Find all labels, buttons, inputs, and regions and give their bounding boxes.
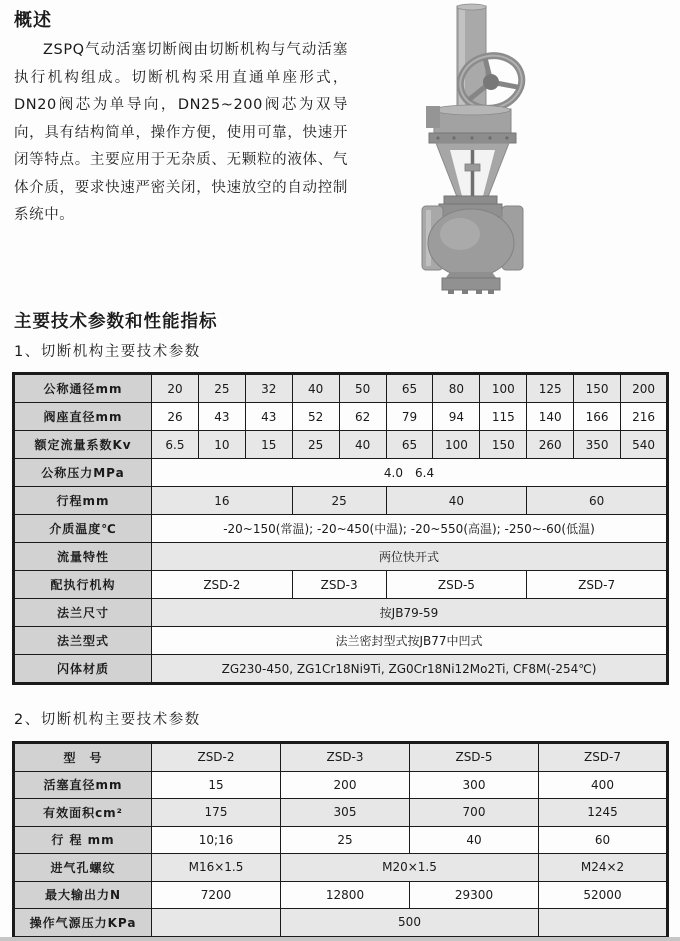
row-label: 阀座直径mm xyxy=(14,403,152,431)
table-cell: 40 xyxy=(339,431,386,459)
table-cell: 100 xyxy=(480,374,527,403)
table-cell: 80 xyxy=(433,374,480,403)
table-row xyxy=(14,799,668,827)
overview-paragraph: ZSPQ气动活塞切断阀由切断机构与气动活塞执行机构组成。切断机构采用直通单座形式，DN20阀芯为单导向，DN25~200阀芯为双导向，具有结构简单，操作方便，使用可靠，快速开闭等特点。主要应用于无杂质、无颗粒的液体、气体介质，要求快速严密关闭，快速放空的自动控制系统中。 xyxy=(14,42,348,223)
table-cell: 25 xyxy=(292,431,339,459)
table-cell: 700 xyxy=(410,799,539,827)
table-cell: ZSD-2 xyxy=(152,571,293,599)
row-label: 行 程 mm xyxy=(14,826,152,854)
table-row xyxy=(14,826,668,854)
table-cell: 25 xyxy=(198,374,245,403)
table-row xyxy=(14,655,668,684)
table-cell: 350 xyxy=(574,431,621,459)
table-cell: ZSD-7 xyxy=(527,571,668,599)
row-label: 有效面积cm² xyxy=(14,799,152,827)
table-cell: 40 xyxy=(410,826,539,854)
table-cell: 29300 xyxy=(410,881,539,909)
table-cell: 25 xyxy=(281,826,410,854)
row-label: 闪体材质 xyxy=(14,655,152,684)
table-row xyxy=(14,743,668,772)
table-cell: 300 xyxy=(410,771,539,799)
row-label: 最大输出力N xyxy=(14,881,152,909)
table-cell: 125 xyxy=(527,374,574,403)
table-cell: 500 xyxy=(281,909,539,938)
table-cell: 400 xyxy=(539,771,668,799)
overview-title: 概述 xyxy=(14,10,52,31)
table-cell: 16 xyxy=(152,487,293,515)
table-cell: 40 xyxy=(292,374,339,403)
table-cell: 15 xyxy=(152,771,281,799)
table-cell: 52 xyxy=(292,403,339,431)
page-edge-shadow xyxy=(0,937,680,941)
table-cell: ZSD-2 xyxy=(152,743,281,772)
row-label: 法兰型式 xyxy=(14,627,152,655)
table-cell: 100 xyxy=(433,431,480,459)
table-cell: 50 xyxy=(339,374,386,403)
table-cell xyxy=(539,909,668,938)
table-row xyxy=(14,543,668,571)
table-cell: 305 xyxy=(281,799,410,827)
table-cell: 15 xyxy=(245,431,292,459)
table-row xyxy=(14,431,668,459)
table-row xyxy=(14,403,668,431)
row-label: 活塞直径mm xyxy=(14,771,152,799)
table-cell: ZSD-7 xyxy=(539,743,668,772)
table-cell: 7200 xyxy=(152,881,281,909)
table-cell: 65 xyxy=(386,431,433,459)
table-cell: 175 xyxy=(152,799,281,827)
table-cell: 6.5 xyxy=(152,431,199,459)
row-label: 配执行机构 xyxy=(14,571,152,599)
table-cell: 25 xyxy=(292,487,386,515)
table-row xyxy=(14,627,668,655)
table-cell: 79 xyxy=(386,403,433,431)
pneumatic-piston-shutoff-valve-photo xyxy=(350,2,570,298)
valve-figure xyxy=(350,2,570,298)
row-label: 公称压力MPa xyxy=(14,459,152,487)
table-cell: 4.0 6.4 xyxy=(152,459,668,487)
table-cell: 10;16 xyxy=(152,826,281,854)
row-label: 介质温度℃ xyxy=(14,515,152,543)
table-cell: 52000 xyxy=(539,881,668,909)
table2-caption: 2、切断机构主要技术参数 xyxy=(14,712,201,728)
table-cell: 115 xyxy=(480,403,527,431)
table-cell: 40 xyxy=(386,487,527,515)
row-label: 流量特性 xyxy=(14,543,152,571)
table-row xyxy=(14,854,668,882)
table-row xyxy=(14,909,668,938)
table-cell: ZSD-5 xyxy=(410,743,539,772)
row-label: 行程mm xyxy=(14,487,152,515)
table-row xyxy=(14,515,668,543)
table-row xyxy=(14,374,668,403)
table-cell: 540 xyxy=(621,431,668,459)
actuator-specs-table xyxy=(12,741,669,939)
table-row xyxy=(14,881,668,909)
table-cell: M24×2 xyxy=(539,854,668,882)
table-cell: 200 xyxy=(621,374,668,403)
table-cell xyxy=(152,909,281,938)
row-label: 法兰尺寸 xyxy=(14,599,152,627)
row-label: 型 号 xyxy=(14,743,152,772)
table-cell: 43 xyxy=(245,403,292,431)
table-cell: 216 xyxy=(621,403,668,431)
table-cell: 26 xyxy=(152,403,199,431)
table-cell: 10 xyxy=(198,431,245,459)
table-row xyxy=(14,487,668,515)
specs-section-title: 主要技术参数和性能指标 xyxy=(14,312,218,332)
table-cell: 150 xyxy=(574,374,621,403)
table-cell: 20 xyxy=(152,374,199,403)
table-cell: 32 xyxy=(245,374,292,403)
table-cell: M16×1.5 xyxy=(152,854,281,882)
row-label: 额定流量系数Kv xyxy=(14,431,152,459)
table-cell: ZSD-3 xyxy=(292,571,386,599)
table1-caption: 1、切断机构主要技术参数 xyxy=(14,344,201,360)
table-cell: 94 xyxy=(433,403,480,431)
table-cell: 62 xyxy=(339,403,386,431)
row-label: 进气孔螺纹 xyxy=(14,854,152,882)
table-cell: 150 xyxy=(480,431,527,459)
row-label: 公称通径mm xyxy=(14,374,152,403)
table-row xyxy=(14,571,668,599)
row-label: 操作气源压力KPa xyxy=(14,909,152,938)
table-cell: 166 xyxy=(574,403,621,431)
table-cell: 43 xyxy=(198,403,245,431)
table-row xyxy=(14,771,668,799)
table-row xyxy=(14,599,668,627)
table-cell: ZSD-3 xyxy=(281,743,410,772)
table-cell: 140 xyxy=(527,403,574,431)
shutoff-mechanism-specs-table xyxy=(12,372,669,685)
table-cell: 60 xyxy=(527,487,668,515)
table-cell: ZSD-5 xyxy=(386,571,527,599)
table-cell: 1245 xyxy=(539,799,668,827)
table-cell: 法兰密封型式按JB77中凹式 xyxy=(152,627,668,655)
table-cell: 按JB79-59 xyxy=(152,599,668,627)
table-cell: 60 xyxy=(539,826,668,854)
table-cell: 12800 xyxy=(281,881,410,909)
table-row xyxy=(14,459,668,487)
table-cell: 260 xyxy=(527,431,574,459)
table-cell: M20×1.5 xyxy=(281,854,539,882)
table-cell: 两位快开式 xyxy=(152,543,668,571)
table-cell: -20~150(常温); -20~450(中温); -20~550(高温); -250~-60(低温) xyxy=(152,515,668,543)
table-cell: 200 xyxy=(281,771,410,799)
table-cell: ZG230-450, ZG1Cr18Ni9Ti, ZG0Cr18Ni12Mo2Ti, CF8M(-254℃) xyxy=(152,655,668,684)
table-cell: 65 xyxy=(386,374,433,403)
